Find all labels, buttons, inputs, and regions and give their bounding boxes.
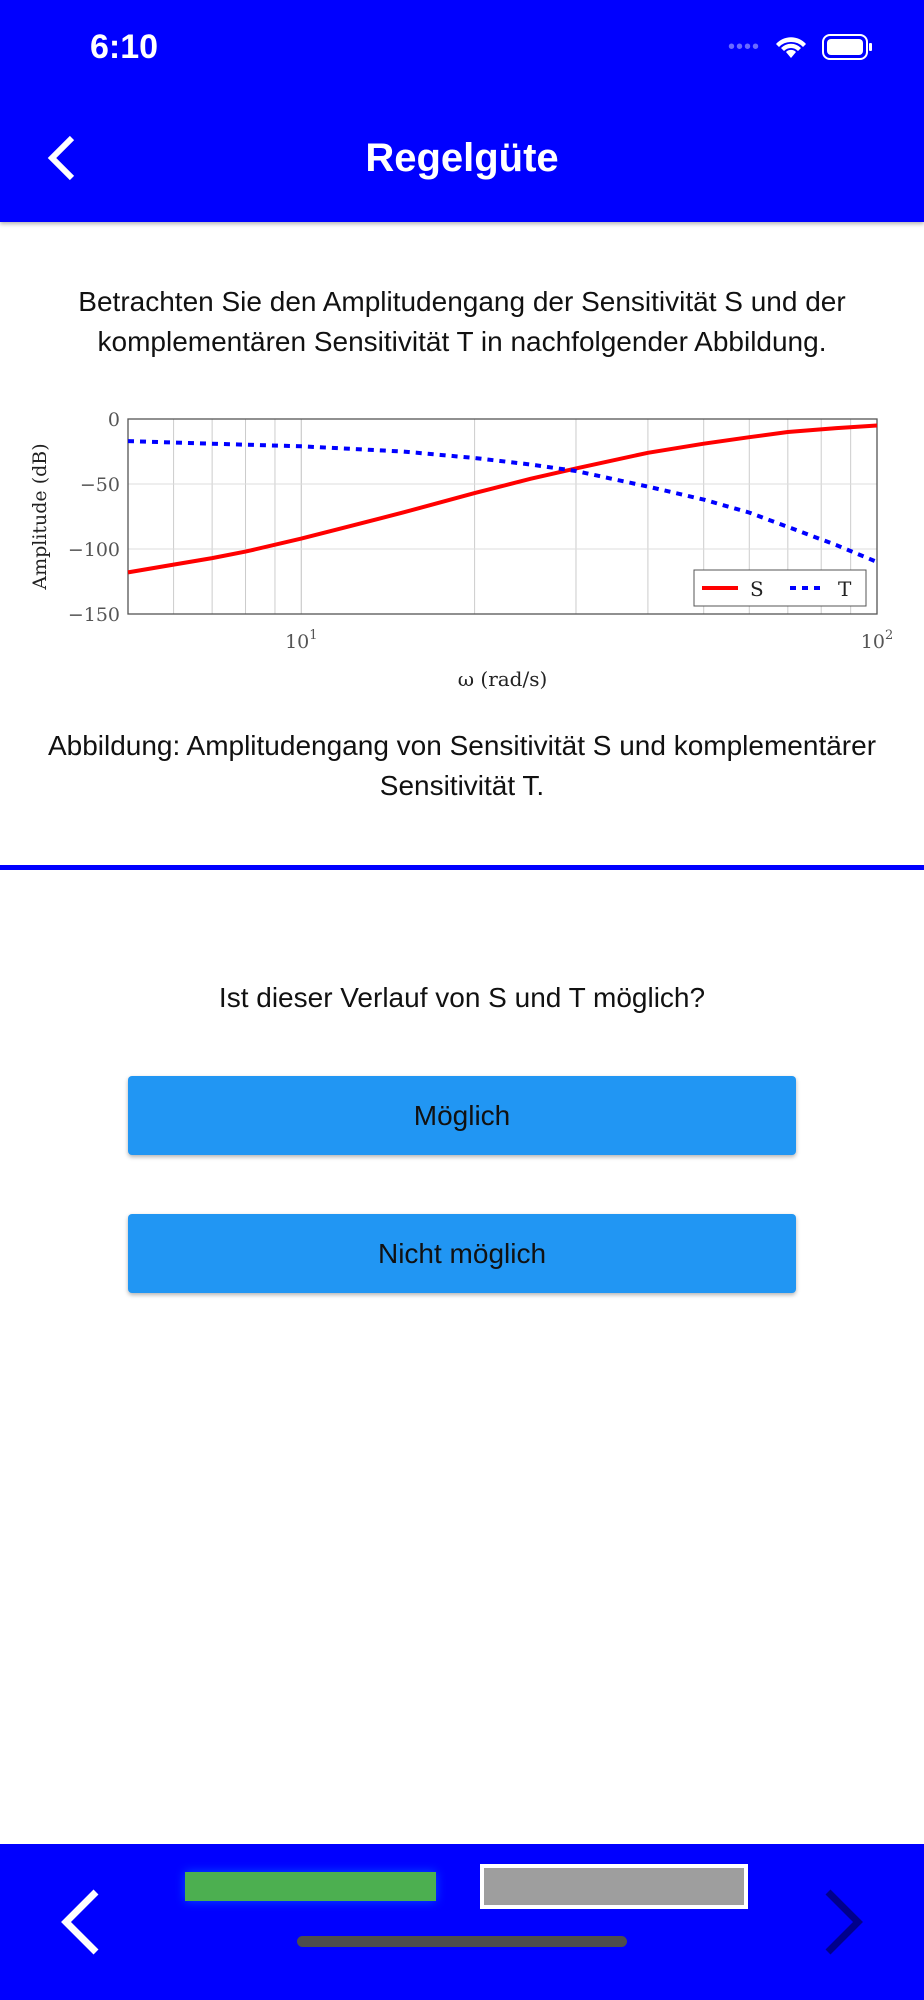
x-tick-label: $10^1$	[285, 628, 318, 653]
y-axis-label: Amplitude (dB)	[29, 443, 51, 590]
home-indicator	[297, 1936, 627, 1947]
x-axis-label: ω (rad/s)	[457, 667, 548, 690]
y-tick-label: −150	[67, 604, 120, 626]
battery-icon	[822, 34, 874, 60]
progress-segment-current[interactable]	[480, 1864, 748, 1909]
wifi-icon	[774, 34, 808, 60]
x-tick-label: $10^2$	[860, 628, 894, 653]
intro-text: Betrachten Sie den Amplitudengang der Sensitivität S und der komplementären Sensitivität T in nachfolgender Abbildung.	[78, 286, 846, 357]
previous-question-button[interactable]	[58, 1888, 102, 1956]
legend-label-S: S	[750, 577, 764, 601]
y-tick-label: −50	[79, 474, 120, 496]
bode-chart	[0, 400, 924, 690]
signal-icon: ••••	[727, 35, 760, 58]
y-tick-label: 0	[107, 409, 120, 431]
legend-label-T: T	[838, 577, 852, 601]
answer-possible-button[interactable]: Möglich	[128, 1076, 796, 1155]
series-S-line	[128, 426, 877, 573]
answer-not-possible-button[interactable]: Nicht möglich	[128, 1214, 796, 1293]
header-bar	[0, 0, 924, 222]
status-icons	[728, 34, 874, 60]
question-text: Ist dieser Verlauf von S und T möglich?	[218, 982, 706, 1013]
bottom-nav	[0, 1844, 924, 2000]
status-time: 6:10	[90, 28, 159, 66]
section-divider	[0, 865, 924, 870]
next-question-button[interactable]	[822, 1888, 866, 1956]
figure-caption: Abbildung: Amplitudengang von Sensitivität S und komplementärer Sensitivität T.	[47, 730, 877, 801]
page-title: Regelgüte	[365, 136, 559, 180]
progress-segment-answered[interactable]	[185, 1872, 436, 1901]
y-tick-label: −100	[67, 539, 120, 561]
series-T-line	[128, 441, 877, 562]
